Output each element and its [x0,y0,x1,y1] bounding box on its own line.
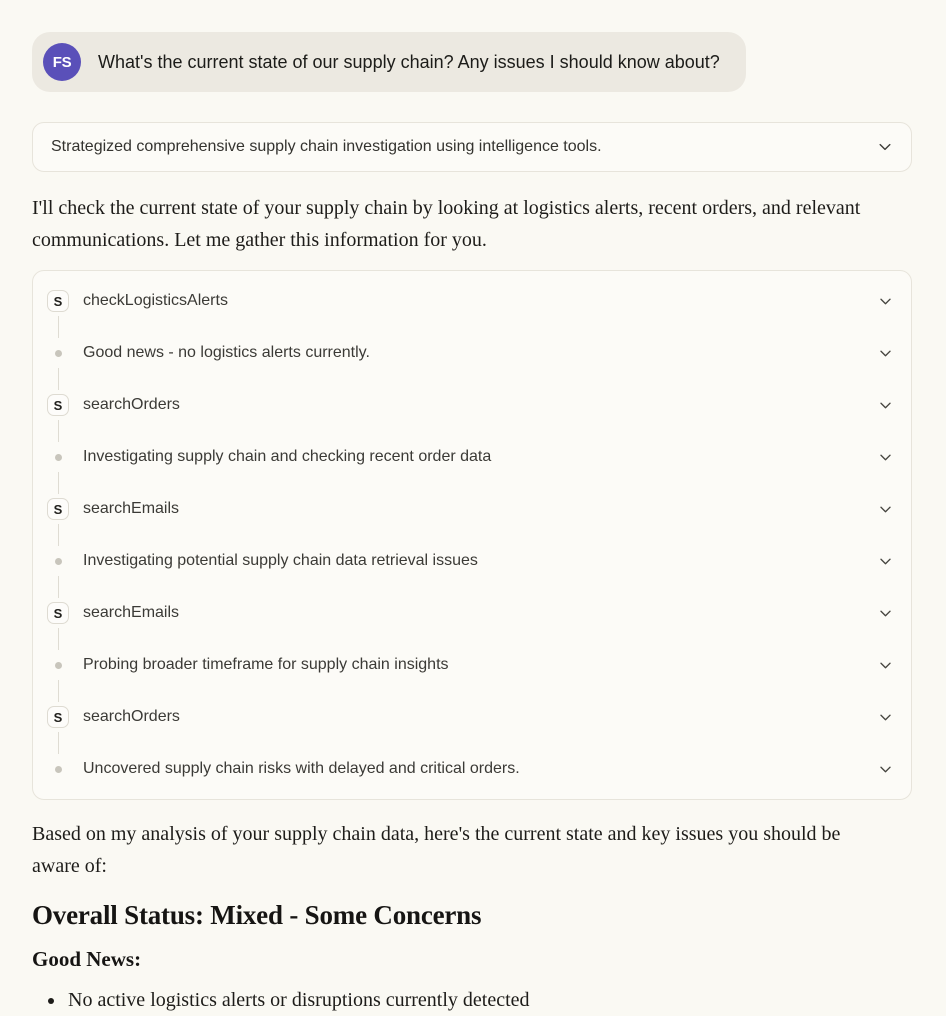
tool-call-row[interactable] [46,702,893,732]
tool-source-badge: S [47,706,69,728]
result-dot-icon [55,454,62,461]
overall-status-heading: Overall Status: Mixed - Some Concerns [32,900,482,930]
thinking-summary-panel[interactable] [32,122,912,172]
result-dot-icon [55,662,62,669]
tool-steps-panel [32,270,912,800]
tool-name-label: searchEmails [83,604,180,621]
tool-result-label: Investigating potential supply chain data retrieval issues [83,552,478,569]
tool-result-label: Probing broader timeframe for supply chain insights [83,656,449,673]
tool-result-label: Investigating supply chain and checking recent order data [83,448,492,465]
result-dot-icon [55,558,62,565]
tool-result-row[interactable] [46,338,893,368]
tool-source-badge: S [47,290,69,312]
result-dot-gutter [46,662,70,669]
chevron-down-icon[interactable] [878,398,893,413]
step-connector-line [58,628,59,650]
tool-result-label: Uncovered supply chain risks with delayed and critical orders. [83,760,520,777]
tool-source-badge: S [47,394,69,416]
step-connector-line [58,472,59,494]
tool-result-row[interactable] [46,442,893,472]
tool-name-label: searchEmails [83,500,180,517]
chevron-down-icon[interactable] [877,139,893,155]
chevron-down-icon[interactable] [878,346,893,361]
chevron-down-icon[interactable] [878,450,893,465]
tool-source-badge: S [47,498,69,520]
chevron-down-icon[interactable] [878,658,893,673]
step-connector-line [58,576,59,598]
chevron-down-icon[interactable] [878,502,893,517]
thinking-summary-text: Strategized comprehensive supply chain investigation using intelligence tools. [51,138,602,155]
chevron-down-icon[interactable] [878,294,893,309]
step-connector-line [58,732,59,754]
tool-badge-gutter [46,706,70,728]
step-connector-line [58,368,59,390]
tool-call-row[interactable] [46,390,893,420]
tool-source-badge: S [47,602,69,624]
chevron-down-icon[interactable] [878,554,893,569]
tool-name-label: searchOrders [83,396,180,413]
tool-badge-gutter [46,498,70,520]
result-dot-icon [55,350,62,357]
result-dot-gutter [46,350,70,357]
tool-call-row[interactable] [46,494,893,524]
user-message-bubble [32,32,746,92]
tool-result-row[interactable] [46,754,893,784]
step-connector-line [58,680,59,702]
tool-call-row[interactable] [46,598,893,628]
assistant-analysis-paragraph: Based on my analysis of your supply chain data, here's the current state and key issues you should be aware of: [32,823,841,877]
step-connector-line [58,524,59,546]
chevron-down-icon[interactable] [878,710,893,725]
user-message-row [32,32,912,92]
user-message-text: What's the current state of our supply chain? Any issues I should know about? [98,52,720,72]
tool-badge-gutter [46,394,70,416]
tool-result-label: Good news - no logistics alerts currently. [83,344,370,361]
assistant-intro-paragraph: I'll check the current state of your supply chain by looking at logistics alerts, recent orders, and relevant communications. Let me gather this information for you. [32,197,861,251]
good-news-item: • No active logistics alerts or disruptions currently detected [66,984,912,1016]
tool-name-label: checkLogisticsAlerts [83,292,228,309]
tool-result-row[interactable] [46,650,893,680]
tool-badge-gutter [46,290,70,312]
step-connector-line [58,316,59,338]
chevron-down-icon[interactable] [878,762,893,777]
result-dot-gutter [46,454,70,461]
good-news-list [32,984,912,1016]
result-dot-gutter [46,766,70,773]
step-connector-line [58,420,59,442]
result-dot-icon [55,766,62,773]
tool-call-row[interactable] [46,286,893,316]
good-news-heading: Good News: [32,947,142,971]
tool-badge-gutter [46,602,70,624]
avatar: FS [43,43,81,81]
tool-name-label: searchOrders [83,708,180,725]
chevron-down-icon[interactable] [878,606,893,621]
tool-result-row[interactable] [46,546,893,576]
result-dot-gutter [46,558,70,565]
